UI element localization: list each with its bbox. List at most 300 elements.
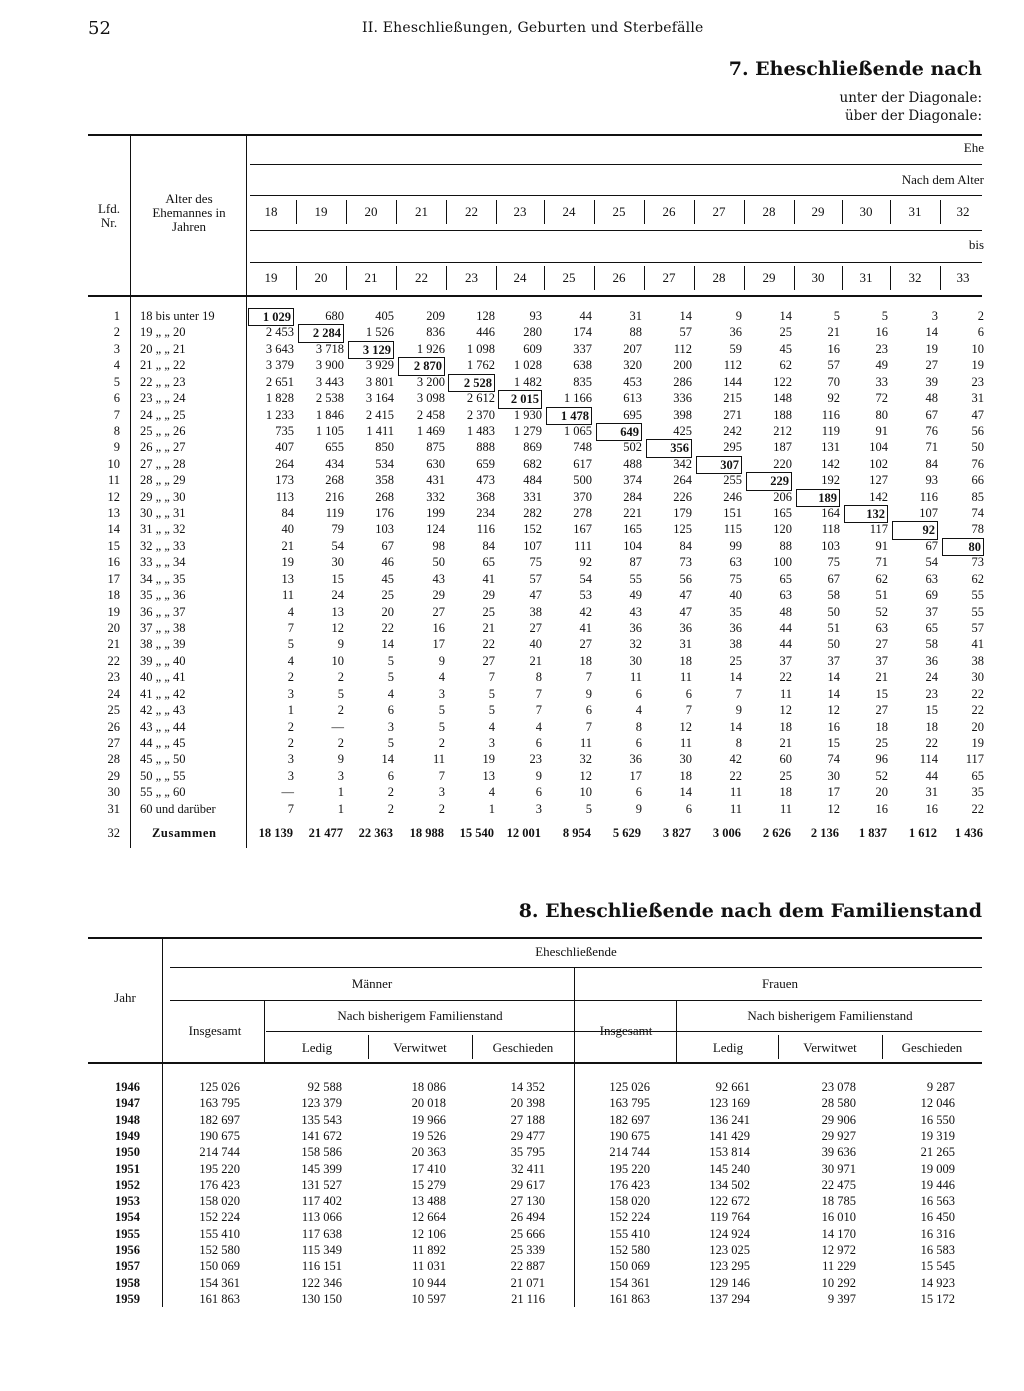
table8-cell: 14 923 [920,1275,955,1290]
table7-cell: 2 [337,735,344,750]
table7-cell: 748 [573,440,592,455]
table7-header-from-age: 18 [264,204,278,219]
table7-cell: 56 [679,571,692,586]
table8-cell: 11 031 [412,1259,446,1274]
table7-cell: 836 [426,325,445,340]
table7-cell: — [281,785,294,800]
table7-cell: 534 [375,456,394,471]
table7-cell: 15 [331,571,344,586]
table7-row-nr: 14 [107,522,120,537]
table7-cell: 2 370 [466,407,495,422]
table7-cell: 2 [337,670,344,685]
table7-header-to-age: 26 [612,270,626,285]
table8-cell: 22 475 [821,1177,856,1192]
table8-cell: 10 292 [821,1275,856,1290]
table7-cell: 207 [623,341,642,356]
table7-cell: 7 [287,620,294,635]
table7-cell: 6 [635,785,642,800]
table7-cell: 7 [535,703,542,718]
table7-cell: 47 [679,604,692,619]
table7-cell: 22 [729,768,742,783]
table7-cell: 12 [679,719,692,734]
table8-cell: 13 488 [411,1194,446,1209]
table7-cell: 119 [325,506,344,521]
table7-cell: 1 469 [416,423,445,438]
table7-cell: 434 [325,456,344,471]
table8-cell: 29 477 [510,1128,545,1143]
table7-cell: 16 [875,801,888,816]
table7-cell: 117 [965,752,984,767]
table7-header-from-age: 27 [712,204,726,219]
table7-cell: 246 [723,489,742,504]
table7-cell: 407 [275,440,294,455]
table8-top-rule [88,937,982,939]
table8-cell: 195 220 [199,1161,240,1176]
table7-header-nach-dem-alter: Nach dem Alter [901,172,984,187]
table7-cell: 320 [623,358,642,373]
table7-cell: 1 098 [466,341,495,356]
table7-row-nr: 26 [107,719,120,734]
table7-cell: 14 [679,785,692,800]
table7-cell: 282 [523,506,542,521]
table7-cell: 3 801 [365,374,394,389]
table8-cell: 15 172 [920,1291,955,1306]
table7-cell: 27 [875,703,888,718]
table8-row-jahr: 1950 [115,1145,140,1160]
table7-rule-bis [250,230,982,231]
table7-header-from-age: 26 [662,204,676,219]
table8-row-jahr: 1948 [115,1112,140,1127]
table7-cell: 1 926 [416,341,445,356]
table7-header-to-age: 29 [762,270,776,285]
table7-cell: 58 [827,588,840,603]
table7-cell: 75 [529,555,542,570]
table7-cell: 2 [977,309,984,323]
table7-cell: 27 [529,620,542,635]
table7-header-from-age: 25 [612,204,626,219]
table7-header-to-age: 21 [364,270,378,285]
table7-total-cell: 21 477 [308,826,343,840]
table7-total-cell: 5 629 [612,826,641,840]
table7-cell: 104 [623,538,642,553]
table7-cell: 88 [779,538,792,553]
table7-cell: 165 [773,506,792,521]
table7-header-to-age: 28 [712,270,726,285]
table7-cell: 66 [971,473,984,488]
table7-cell: 3 [287,686,294,701]
table7-cell: 7 [488,670,495,685]
table7-cell: 23 [925,686,938,701]
table8-cell: 125 026 [199,1080,240,1094]
table7-row-nr: 1 [113,309,120,323]
table8-cell: 154 361 [199,1275,240,1290]
table8-cell: 117 402 [301,1194,342,1209]
table7-row-nr: 12 [107,489,120,504]
table7-cell: 22 [779,670,792,685]
table8-cell: 16 550 [920,1112,955,1127]
table7-row-label: 31 „ „ 32 [140,522,186,537]
table7-cell: 21 [827,325,840,340]
table8-row-jahr: 1949 [115,1128,140,1143]
table7-cell: 67 [925,538,938,553]
table7-cell: 14 [779,309,792,323]
table7-cell: 4 [488,719,495,734]
table7-row-label: 35 „ „ 36 [140,588,186,603]
table8-cell: 19 446 [920,1177,955,1192]
table7-cell: 11 [432,752,445,767]
table7-cell: 226 [673,489,692,504]
table7-cell: 122 [773,374,792,389]
table7-cell: 50 [827,604,840,619]
table7-diagonal-cell: 307 [696,456,742,474]
table7-cell: 36 [679,620,692,635]
table7-cell: 488 [623,456,642,471]
table7-cell: 15 [875,686,888,701]
table7-total-cell: 2 626 [762,826,791,840]
table7-cell: 295 [723,440,742,455]
table8-header-geschieden: Geschieden [492,1040,554,1055]
table7-diagonal-cell: 2 528 [448,374,495,392]
table7-cell: 3 900 [315,358,344,373]
table7-cell: 65 [482,555,495,570]
table7-cell: 2 453 [265,325,294,340]
table7-cell: 1 065 [563,423,592,438]
table7-cell: 22 [971,801,984,816]
table7-cell: 22 [381,620,394,635]
table8-cell: 154 361 [609,1275,650,1290]
table7-note-below-diagonal: unter der Diagonale: [839,90,982,106]
table7-cell: 32 [629,637,642,652]
table7-cell: 36 [629,620,642,635]
table7-cell: 27 [579,637,592,652]
table8-header-ledig: Ledig [301,1040,333,1055]
table8-cell: 19 319 [920,1128,955,1143]
table7-cell: 6 [535,785,542,800]
table8-cell: 25 339 [510,1243,545,1257]
table7-cell: 11 [629,670,642,685]
table7-cell: 425 [673,423,692,438]
table8-cell: 182 697 [609,1112,650,1127]
table7-cell: 3 098 [416,391,445,406]
table8-cell: 125 026 [609,1080,650,1094]
table7-cell: 27 [432,604,445,619]
table7-cell: 84 [281,506,294,521]
table8-cell: 152 580 [609,1243,650,1257]
table8-cell: 190 675 [199,1128,240,1143]
table7-cell: 337 [573,341,592,356]
table7-cell: 40 [281,522,294,537]
table7-cell: 38 [729,637,742,652]
table7-total-label: Zusammen [152,826,217,840]
table7-cell: 1 846 [315,407,344,422]
table7-cell: 1 233 [265,407,294,422]
table7-cell: 120 [773,522,792,537]
table8-cell: 122 672 [709,1194,750,1209]
table7-cell: 1 [337,801,344,816]
table8-cell: 19 009 [920,1161,955,1176]
table7-cell: 25 [482,604,495,619]
table7-row-nr: 25 [107,703,120,718]
table7-cell: 8 [635,719,642,734]
table7-cell: 3 [337,768,344,783]
table7-cell: 165 [623,522,642,537]
table7-cell: 67 [381,538,394,553]
table7-cell: 3 [438,686,445,701]
table8-cell: 152 580 [199,1243,240,1257]
table7-cell: 11 [779,686,792,701]
table7-cell: 5 [387,670,394,685]
table7-cell: 104 [869,440,888,455]
table7-cell: 30 [971,670,984,685]
table7-row-nr: 17 [107,571,120,586]
table8-cell: 123 169 [709,1096,750,1111]
table7-cell: 3 [287,752,294,767]
table7-cell: 3 164 [365,391,394,406]
table8-cell: 15 279 [411,1177,446,1192]
table7-cell: 93 [925,473,938,488]
table7-cell: 38 [529,604,542,619]
table7-header-to-age: 30 [811,270,825,285]
table7-cell: 3 [438,785,445,800]
table7-cell: 255 [723,473,742,488]
table7-header-from-age: 22 [465,204,478,219]
table7-cell: 374 [623,473,642,488]
table8-header-maenner: Männer [351,976,393,991]
table7-header-from-age: 19 [314,204,328,219]
table7-cell: 41 [579,620,592,635]
table7-cell: 11 [679,735,692,750]
table7-cell: 75 [729,571,742,586]
table7-cell: 3 [287,768,294,783]
table8-cell: 14 352 [510,1080,545,1094]
table7-cell: 60 [779,752,792,767]
table7-header-from-age: 30 [859,204,873,219]
table7-cell: 91 [875,538,888,553]
table7-cell: 25 [381,588,394,603]
table7-cell: 6 [387,768,394,783]
table7-row-label: 50 „ „ 55 [140,768,186,783]
table7-row-label: 34 „ „ 35 [140,571,186,586]
table7-row-label: 25 „ „ 26 [140,423,186,438]
table7-cell: 44 [925,768,938,783]
table7-cell: 56 [971,423,984,438]
table7-cell: 98 [432,538,445,553]
table7-header-alter: Alter des Ehemannes in Jahren [152,191,226,234]
table7-cell: 63 [875,620,888,635]
table7-cell: 51 [875,588,888,603]
table8-row-jahr: 1959 [115,1291,140,1306]
table7-header-to-age: 20 [314,270,328,285]
table7-cell: 12 [779,703,792,718]
table7-row-label: 41 „ „ 42 [140,686,186,701]
table7-cell: 30 [827,768,840,783]
table7-cell: 71 [925,440,938,455]
table7-cell: 1 526 [365,325,394,340]
table7-cell: 5 [287,637,294,652]
table7-cell: 4 [635,703,642,718]
table7-cell: 19 [281,555,294,570]
table7-cell: 118 [821,522,840,537]
table8-header-verwitwet: Verwitwet [393,1040,447,1055]
table7-cell: 20 [971,719,984,734]
table7-header-from-age: 32 [956,204,970,219]
table7-row-label: 29 „ „ 30 [140,489,186,504]
table7-cell: 609 [523,341,542,356]
table7-total-cell: 12 001 [506,826,541,840]
table7-cell: 19 [971,735,984,750]
table7-cell: 113 [275,489,294,504]
table7-cell: 484 [523,473,542,488]
table7-cell: 187 [773,440,792,455]
table7-cell: 74 [827,752,840,767]
table7-cell: 63 [925,571,938,586]
table7-cell: 52 [875,604,888,619]
table7-cell: 638 [573,358,592,373]
table8-cell: 29 927 [821,1128,856,1143]
table7-cell: 51 [827,620,840,635]
table7-cell: 80 [875,407,888,422]
table7-row-label: 55 „ „ 60 [140,785,186,800]
table7-cell: 18 [779,719,792,734]
table7-cell: 14 [925,325,938,340]
table8-cell: 16 583 [920,1243,955,1257]
table7-row-label: 27 „ „ 28 [140,456,186,471]
table8-cell: 14 170 [821,1226,856,1241]
table7-cell: 14 [729,719,742,734]
table7-cell: 21 [482,620,495,635]
table7-total-cell: 22 363 [358,826,393,840]
table7-cell: 2 [387,785,394,800]
table8-cell: 155 410 [199,1226,240,1241]
table7-vrule-label [246,134,247,848]
table7-row-nr: 24 [107,686,120,701]
table8-header-nach-f: Nach bisherigem Familienstand [747,1008,913,1023]
table7-row-nr: 9 [113,440,120,455]
table7-row-nr: 18 [107,588,120,603]
table8-cell: 158 020 [199,1194,240,1209]
table7-cell: 405 [375,309,394,323]
table7-cell: 35 [971,785,984,800]
table7-cell: 42 [729,752,742,767]
table8-cell: 123 379 [301,1096,342,1111]
table7-cell: 20 [875,785,888,800]
table7-cell: 32 [579,752,592,767]
table7-cell: 9 [635,801,642,816]
table7-cell: 234 [476,506,495,521]
table8-row-jahr: 1957 [115,1259,140,1274]
table7-cell: 264 [673,473,692,488]
table7-cell: 13 [331,604,344,619]
table8-cell: 27 188 [510,1112,545,1127]
table7-cell: 88 [629,325,642,340]
table7-cell: 114 [919,752,938,767]
table7-cell: 6 [585,703,592,718]
table7-cell: 5 [881,309,888,323]
table7-row-label: 30 „ „ 31 [140,506,186,521]
table7-total-cell: 8 954 [562,826,591,840]
table7-cell: 368 [476,489,495,504]
table7-cell: 212 [773,423,792,438]
table7-cell: 174 [573,325,592,340]
table7-cell: 3 443 [315,374,344,389]
table7-cell: 1 930 [513,407,542,422]
table7-cell: 31 [629,309,642,323]
table8-rule-nach [170,1000,982,1001]
table7-cell: 1 105 [315,423,344,438]
table7-cell: 1 [488,801,495,816]
table7-cell: 65 [971,768,984,783]
table7-cell: 9 [438,653,445,668]
table8-cell: 152 224 [199,1210,240,1225]
table7-cell: 2 [287,670,294,685]
table7-cell: 18 [779,785,792,800]
table7-cell: 116 [919,489,938,504]
table8-cell: 30 971 [821,1161,856,1176]
table7-header-to-age: 27 [662,270,676,285]
table7-cell: 268 [375,489,394,504]
table7-header-from-age: 20 [364,204,378,219]
table7-cell: 2 415 [365,407,394,422]
table7-header-lfd-nr: Lfd. Nr. [97,201,121,230]
table7-row-nr: 10 [107,456,120,471]
table8-cell: 122 346 [301,1275,342,1290]
table7-cell: 835 [573,374,592,389]
table7-cell: 1 762 [466,358,495,373]
table7-cell: 128 [476,309,495,323]
table7-cell: 46 [381,555,394,570]
table7-cell: 3 643 [265,341,294,356]
table8-cell: 23 078 [821,1080,856,1094]
table7-cell: 14 [381,637,394,652]
table7-top-rule [88,134,982,136]
table7-row-nr: 16 [107,555,120,570]
table7-cell: 16 [827,341,840,356]
table8-header-insgesamt-m: Insgesamt [188,1023,242,1038]
table7-cell: 25 [779,325,792,340]
table7-cell: 152 [523,522,542,537]
table7-cell: 18 [679,653,692,668]
table7-cell: 9 [337,637,344,652]
table7-cell: 179 [673,506,692,521]
table7-cell: 5 [488,703,495,718]
table7-cell: 16 [925,801,938,816]
table7-total-cell: 15 540 [459,826,494,840]
table7-cell: 62 [875,571,888,586]
table7-cell: 164 [821,506,840,521]
table8-header-geschieden: Geschieden [901,1040,963,1055]
table7-row-nr: 13 [107,506,120,521]
table7-diagonal-cell: 1 478 [546,407,592,425]
table8-cell: 15 545 [920,1259,955,1274]
table7-cell: 37 [779,653,792,668]
table7-cell: 15 [925,703,938,718]
table7-cell: 84 [925,456,938,471]
table7-cell: 22 [971,703,984,718]
table8-cell: 119 764 [709,1210,750,1225]
table8-header-eheschliessende: Eheschließende [535,944,617,959]
table8-header-rule [88,1062,982,1064]
table7-cell: 74 [971,506,984,521]
table7-cell: 43 [629,604,642,619]
table7-cell: 11 [579,735,592,750]
table7-row-label: 19 „ „ 20 [140,325,186,340]
table7-cell: 62 [779,358,792,373]
table7-cell: 3 [387,719,394,734]
table7-cell: 342 [673,456,692,471]
table7-cell: 53 [579,588,592,603]
table7-cell: 5 [438,703,445,718]
table8-cell: 134 502 [709,1177,750,1192]
